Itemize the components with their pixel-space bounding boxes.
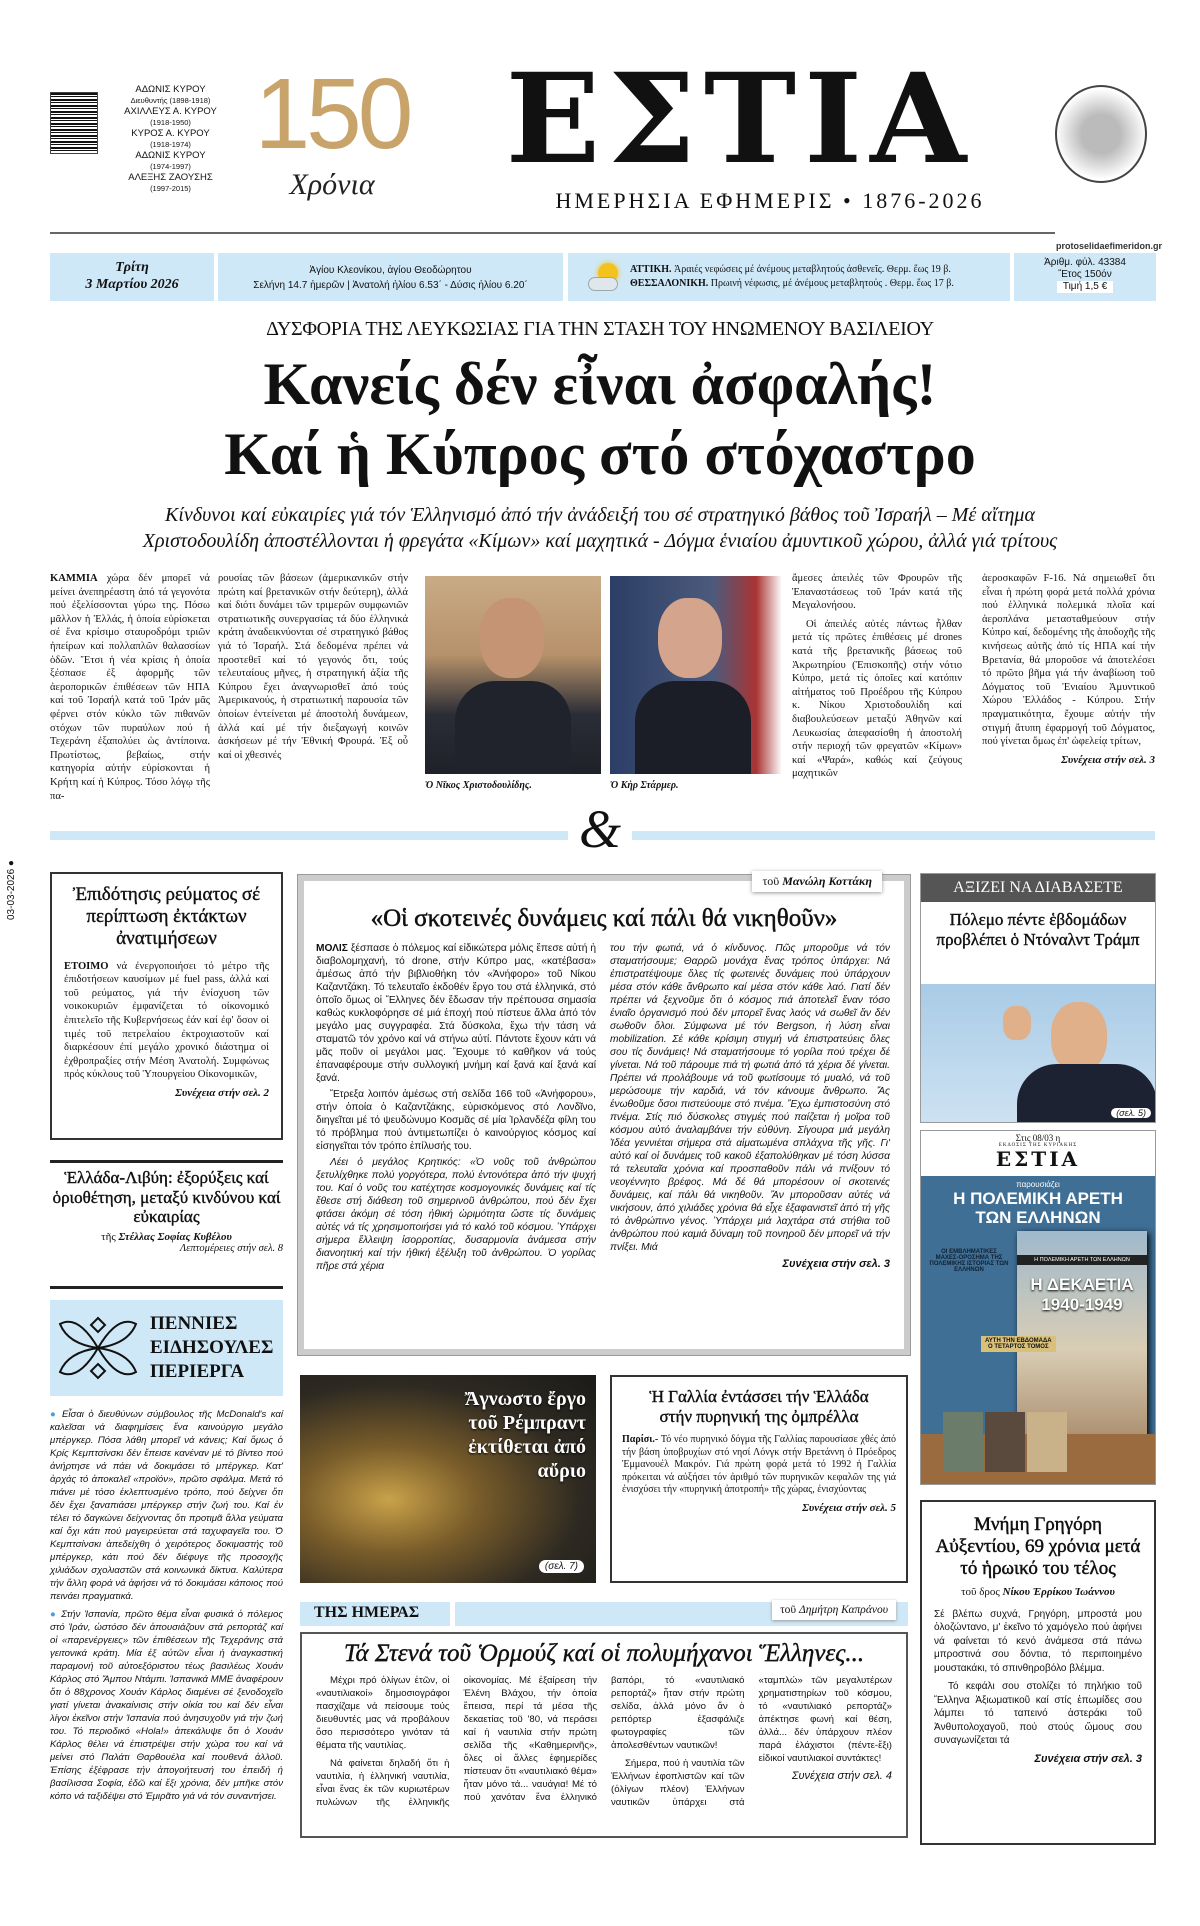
column-article (300, 1632, 908, 1838)
lead-text: ἄμεσες ἀπειλές τῶν Φρουρῶν τῆς Ἐπαναστάσεως τοῦ Ἰράν κατά τῆς Μεγαλονήσου. (792, 573, 962, 612)
founder: ΑΧΙΛΛΕΥΣ Α. ΚΥΡΟΥ (124, 106, 217, 117)
author: Δημήτρη Καπράνου (799, 1604, 888, 1616)
continued-link[interactable]: Συνέχεια στήν σελ. 4 (791, 1770, 892, 1782)
weather-box (568, 253, 1010, 301)
lead-word: ΕΤΟΙΜΟ (64, 960, 109, 972)
author: Στέλλας Σοφίας Κυβέλου (118, 1230, 232, 1243)
author: Νίκου Ἐρρίκου Ἰωάννου (1002, 1585, 1115, 1598)
brief-text: Στήν Ἱσπανία, πρῶτο θέμα εἶναι φυσικά ὁ πόλεμος στό Ἰράν, ὡστόσο δέν ἀπουσιάζουν στά ρεπορτάζ καί οἱ «παρενέργειες» τῶν ἐπιθέσεων τῆς Τεχεράνης στά γειτονικά κράτη. Μία ἐξ αὐτῶν εἶναι ἡ ἀναγκαστική παραμονή τοῦ αὐτοεξόριστου τέως βασιλέως Χουάν Κάρλος στό Ἄμπου Ντάμπι. Ἱσπανικά ΜΜΕ ἀναφέρουν ὅτι ὁ 88χρονος Χουάν Κάρλος διαμένει σέ ξενοδοχεῖο γιατί γίνεται ἀνακαίνισις στήν οἰκία του καί δέν εἶναι λίγοι ἐκεῖνοι στήν Ἱσπανία πού ἀνησυχοῦν γιά τήν ζωή του. Τό περιοδικό «Hola!» ἀπεκάλυψε ὅτι ὁ Χουάν Κάρλος θέλει νά ἐπιστρέψει στήν χώρα του καί νά μείνει στό Παλάτι Θαρθουέλα καί πουθενά ἀλλοῦ. Ἐπίσης ἐξέφρασε τήν ἀπογοήτευσή του ἐπειδή ἡ βασίλισσα Σοφία, ἐδῶ καί ἕξι χρόνια, δέν μπῆκε στόν κόπο νά ταξιδέψει στό Ἐμιρᾶτο γιά νά τόν συναντήσει. (50, 1609, 283, 1802)
article-text: Σέ βλέπω συχνά, Γρηγόρη, μπροστά μου ὁλοζώντανο, μ' ἐκεῖνο τό χαμόγελο πού ἀφήνει νά φαίνεται τό κενό ἀνάμεσα στά πάνω μπροστινά σου δόντια, τό περιποιημένο μουστακάκι, τό σπινθηροβόλο βλέμμα. (934, 1608, 1142, 1674)
date-box (50, 253, 214, 301)
ad-presents: παρουσιάζει (1016, 1180, 1060, 1189)
side-date-text: 03-03-2026 (6, 868, 17, 920)
brief-item: ● Εἶσαι ὁ διευθύνων σύμβουλος τῆς McDonald's καί καλεῖσαι νά διαφημίσεις ἕνα καινούργιο μεγάλο μπέργκερ. Πόσα λάθη μπορεῖ νά κάνεις; Καί ὅμως ὁ Κρίς Κεμπτσίνσκι δέν ἔπεισε κανέναν μέ τό βίντεο πού ἀνήρτησε νά πάει νά δοκιμάσει τό μπέργκερ. Κατ' ἀρχάς τό ἀποκαλεῖ «προϊόν», πρῶτο σφάλμα. Μετά τό πιάνει μέ τόσο ἐκλεπτυσμένο τρόπο, πού δείχνει ὅτι δέν ἔχει ξαναπιάσει μπέργκερ στήν ζωή του. Καί ἐν τέλει τό δαγκώνει δείχνοντας ὅτι προτιμᾶ ἄλλα γεύματα καί ὄχι κάτι πού μαγειρεύεται στά ταχυφαγεῖα του. Ὁ Κεμπτσίνσκι ἀπεδείχθη ὁ χειρότερος δοκιμαστής τοῦ μπέργκερ, κάτι πού δέν διέφυγε τῆς προσοχῆς χιλιάδων σχολιαστῶν στά κοινωνικά δίκτυα. Καλύτερα τήν ἄλλη φορά νά ἀφήσει νά τό δοκιμάσει κάποιος πού πεινάει πραγματικά. (50, 1409, 284, 1602)
article-title: «Οἱ σκοτεινές δυνάμεις καί πάλι θά νικηθοῦν» (370, 905, 838, 932)
brief-text: Εἶσαι ὁ διευθύνων σύμβουλος τῆς McDonald's καί καλεῖσαι νά διαφημίσεις ἕνα καινούργιο μεγάλο μπέργκερ. Πόσα λάθη μπορεῖ νά κάνεις; Καί ὅμως ὁ Κρίς Κεμπτσίνσκι δέν ἔπεισε κανέναν μέ τό βίντεο πού ἀνήρτησε νά πάει νά δοκιμάσει τό μπέργκερ. Κατ' ἀρχάς τό ἀποκαλεῖ «προϊόν», πρῶτο σφάλμα. Μετά τό πιάνει μέ τόσο ἐκλεπτυσμένο τρόπο, πού δείχνει ὅτι δέν ἔχει ξαναπιάσει μπέργκερ στήν ζωή του. Καί ἐν τέλει τό δαγκώνει δείχνοντας ὅτι προτιμᾶ ἄλλα γεύματα καί ὄχι κάτι πού μαγειρεύεται στά ταχυφαγεῖα του. Ὁ Κεμπτσίνσκι ἀπεδείχθη ὁ χειρότερος δοκιμαστής τοῦ μπέργκερ, κάτι πού δέν διέφυγε τῆς προσοχῆς χιλιάδων σχολιαστῶν στά κοινωνικά δίκτυα. Καλύτερα τήν ἄλλη φορά νά ἀφήσει νά τό δοκιμάσει κάποιος πού πεινάει πραγματικά. (50, 1409, 284, 1602)
continued-link[interactable]: Συνέχεια στήν σελ. 2 (175, 1086, 269, 1099)
lead-word: Παρίσι.- (622, 1434, 659, 1446)
ad-brand: ΕΣΤΙΑ (995, 1147, 1081, 1171)
article-title: Ἡ Γαλλία ἐντάσσει τήν Ἑλλάδα στήν πυρηνική της ὀμπρέλλα (649, 1387, 869, 1426)
lead-text: ἀεροσκαφῶν F-16. Νά σημειωθεῖ ὅτι εἶναι ἡ πρώτη φορά μετά πολλά χρόνια πού ἑλληνικά πολεμικά πλοῖα καί ἀεροπλάνα μετασταθμεύουν στήν Κύπρο καί, δεδομένης τῆς ἀποδοχῆς τῆς κινήσεως αὐτῆς ἀπό τίς ΗΠΑ καί τήν Βρετανία, θά μποροῦσε νά ἀποτελέσει τό πρῶτο βῆμα γιά τήν ἀναβίωση τοῦ Δόγματος τοῦ Ἑνιαίου Ἀμυντικοῦ Χώρου Ἑλλάδος - Κύπρου. Στήν πραγματικότητα, ἔχουμε αὐτήν τήν στιγμή ἄτυπη ἐφαρμογή τοῦ Δόγματος, πού γίνεται ὅμως ἐπ' ὠφελείᾳ τρίτων, (982, 573, 1155, 748)
weather-text: Πρωινή νέφωσις, μέ ἀνέμους μεταβλητούς . Θερμ. ἕως 17 β. (710, 278, 954, 289)
photo-starmer (610, 576, 782, 774)
feature-article (298, 875, 910, 1355)
continued-link[interactable]: Συνέχεια στήν σελ. 3 (782, 1257, 890, 1270)
auxentiou-article (920, 1500, 1156, 1845)
weather-region: ΑΤΤΙΚΗ. (630, 264, 672, 275)
article-body (316, 1674, 892, 1809)
worth-reading[interactable] (920, 873, 1156, 1123)
article-title: Ἐπιδότησις ρεύματος σέ περίπτωση ἐκτάκτων ἀνατιμήσεων (72, 884, 261, 949)
article-title: Πόλεμο πέντε ἑβδομάδων προβλέπει ὁ Ντόναλντ Τράμπ (936, 910, 1140, 949)
continued-link[interactable]: Συνέχεια στήν σελ. 5 (802, 1501, 896, 1514)
byline-prefix: τοῦ (780, 1604, 797, 1616)
feature-column-2 (610, 942, 890, 1273)
saints-box (218, 253, 563, 301)
lead-text: Οἱ ἀπειλές αὐτές πάντως ἦλθαν μετά τίς πρῶτες ἐπιθέσεις μέ drones κατά τῆς βρετανικῆς βάσεως τοῦ Ἀκρωτηρίου (Ἐπισκοπῆς) στήν νότιο Κύπρο, μετά τίς ὁποῖες καί κατόπιν αἰτήματος τοῦ Προέδρου τῆς Κύπρου κ. Νίκου Χριστοδουλίδη καί διαβουλεύσεων μεταξύ Ἀθηνῶν καί Λευκωσίας ἀπεφασίσθη ἡ ἀποστολή στήν περιοχή τῶν φρεγατῶν «Κίμων» καί «Ψαρά», καθώς καί ζεύγους μαχητικῶν (792, 618, 962, 780)
subheadline-1: Κίνδυνοι καί εὐκαιρίες γιά τόν Ἑλληνισμό ἀπό τήν ἀνάδειξή του σέ στρατηγικό βάθος τοῦ Ἰσραήλ – Μέ αἴτημα (165, 504, 1035, 526)
page-badge: (σελ. 7) (539, 1560, 584, 1573)
france-article (610, 1375, 908, 1583)
lead-column-2 (218, 572, 408, 767)
banner-line: ΠΕΝΝΙΕΣ (150, 1313, 238, 1334)
ad-volume: Ο ΤΕΤΑΡΤΟΣ ΤΟΜΟΣ (988, 1344, 1049, 1350)
lead-text: ρουσίας τῶν βάσεων (ἀμερικανικῶν στήν πρώτη καί βρετανικῶν στήν δεύτερη), ἀλλά καί διότι δυνάμει τῶν τριμερῶν συμφωνιῶν στρατιωτικῆς συνεργασίας τά δύο ἑλληνικά κράτη ἀναδεικνύονται σέ στρατηγικό βάθος γιά τό Ἰσραήλ. Στά δεδομένα πρέπει νά προστεθεῖ καί τό γεγονός ὅτι, τούς τελευταίους μῆνες, ἡ στρατηγική ἀξία τῆς Κύπρου ἔχει ἀναγνωρισθεῖ ἀπό τούς Ἀμερικανούς, ἡ στρατιωτική παρουσία τῶν ὁποίων ἐντείνεται μέ ἀποστολή δυνάμεων, ἀλλά καί μέ τήν διεξαγωγή κοινῶν ἀσκήσεων μέ τήν Ἐθνική Φρουρά. Ἐξ οὗ καί οἱ χθεσινές (218, 573, 408, 761)
book-series: Η ΠΟΛΕΜΙΚΗ ΑΡΕΤΗ ΤΩΝ ΕΛΛΗΝΩΝ (1017, 1255, 1147, 1265)
weekday: Τρίτη (115, 260, 149, 275)
page-badge: (σελ. 5) (1111, 1108, 1151, 1118)
price: Τιμή 1,5 € (1057, 281, 1113, 293)
lead-column-1 (50, 572, 210, 808)
photo-christodoulides (425, 576, 601, 774)
article-title: Ἑλλάδα-Λιβύη: ἐξορύξεις καί ὁριοθέτηση, μεταξύ κινδύνου καί εὐκαιρίας (52, 1168, 281, 1227)
article-text: Τό νέο πυρηνικό δόγμα τῆς Γαλλίας παρουσίασε χθές ἀπό τήν βάση ὑποβρυχίων στό νησί Λόνγκ στήν Βρετάννη ὁ Πρόεδρος Ἐμμανουέλ Μακρόν. Γιά πρώτη φορά μετά τό 1992 ἡ Γαλλία πρόκειται νά αὐξήσει τόν ἀριθμό τῶν πυρηνικῶν κεφαλῶν της γιά ἐνισχύσει τήν «πυρηνική ἀποτροπή» τῆς χώρας, ἐνισχύοντας (622, 1434, 896, 1496)
rembrandt-feature[interactable] (300, 1375, 596, 1583)
article-text: Μέχρι πρό ὀλίγων ἐτῶν, οἱ «ναυτιλιακοί» δημοσιογράφοι πασχίζαμε νά πείσουμε τούς διευθυντές μας νά προβάλουν ὅσο περισσότερο γινόταν τά θέματα τῆς ναυτιλίας. (316, 1675, 450, 1751)
founder: ΑΛΕΞΗΣ ΖΑΟΥΣΗΣ (128, 172, 213, 183)
ad-week: ΑΥΤΗ ΤΗΝ ΕΒΔΟΜΑΔΑ (985, 1338, 1052, 1344)
column-label-bar (300, 1602, 908, 1626)
article-text: Λέει ὁ μεγάλος Κρητικός: «Ὁ νοῦς τοῦ ἀνθρώπου ξετυλίχθηκε πολύ γοργότερα, πολύ ἐντονότερα ἀπό τήν ψυχή του. Καί ὁ νοῦς του κατέχτησε κοσμογονικές δυνάμεις καί τίς ἔθεσε στή διάθεση τοῦ σημερινοῦ ἀνθρώπου, πού δέν ἔχει φτάσει ἀκόμη σέ τόση ἠθική ὡριμότητα ὥστε τίς δυνάμεις αὐτές νά τίς χρησιμοποιήσει γιά τό καλό τοῦ κόσμου. Ὑπάρχει σήμερα ἔλλειψη ἰσορροπίας, δυσαρμονία ἀνάμεσα στήν διανοητική καί τήν ἠθική ἐξέλιξη τοῦ ἀνθρώπου. Ὁ γορίλας πῆρε στά χέρια (316, 1156, 596, 1272)
ampersand-ornament: & (568, 800, 632, 860)
flower-ornament-icon (58, 1314, 138, 1382)
ad-date-line: Στις 08/03 η (1015, 1133, 1061, 1143)
article-title: Μνήμη Γρηγόρη Αὐξεντίου, 69 χρόνια μετά τό ἡρωικό του τέλος (935, 1514, 1141, 1579)
issue-box (1014, 253, 1156, 301)
lead-text: χώρα δέν μπορεῖ νά μείνει ἀνεπηρέαστη ἀπό τά γεγονότα πού ἐξελίσσονται γύρω της. Πόσω μᾶλλον ἡ Ἑλλάς, ἡ ὁποία εὑρίσκεται σέ ἕνα κρίσιμο σταυροδρόμι τριῶν ἠπείρων καί πολλαπλῶν θαλασσίων ὁδῶν. Ἔτσι ἡ νέα κρίσις ἡ ὁποία ξέσπασε ἐξ ἀφορμῆς τῶν ἀεροπορικῶν ἐπιθέσεων τῶν ΗΠΑ καί τοῦ Ἰσραήλ κατά τοῦ Ἰράν μᾶς φέρνει στόν κύκλο τῶν πιθανῶν στόχων τῶν πυραύλων πού ἡ Τεχεράνη ἐξαπολύει ὡς ἀντίποινα. Πρωτίστως, βεβαίως, στήν κατηγορία αὐτήν εὑρίσκονται ἡ Κρήτη καί ἡ Κύπρος. Τόσο λόγῳ τῆς πα- (50, 573, 210, 802)
libya-article (50, 1168, 283, 1254)
ad-title: ΤΩΝ ΕΛΛΗΝΩΝ (975, 1208, 1101, 1227)
weather-text: Ἀραιές νεφώσεις μέ ἀνέμους μεταβλητούς ἀσθενεῖς. Θερμ. ἕως 19 β. (674, 264, 951, 275)
date: 3 Μαρτίου 2026 (85, 277, 179, 292)
article-title: Τά Στενά τοῦ Ὁρμούζ καί οἱ πολυμήχανοι Ἕλληνες... (343, 1640, 865, 1667)
book-title: Η ΔΕΚΑΕΤΙΑ (1030, 1275, 1134, 1294)
byline-prefix: τῆς (101, 1230, 116, 1243)
byline-tab (752, 871, 882, 892)
article-text: Ἔτρεξα λοιπόν ἀμέσως στή σελίδα 166 τοῦ «Ἀνήφορου», στήν ὁποία ὁ Καζαντζάκης, εὑρισκόμενος στό Λονδῖνο, διηγεῖται μέ τό ψευδώνυμο Κοσμᾶς σέ μία Ἰρλανδέζα φίλη του τό πρόβλημα πού ἀντιμετωπίζει ὁ καινούργιος κόσμος καί εἰσηγεῖται τόν τρόπο ἐπίλυσής του. (316, 1088, 596, 1152)
rule (50, 1286, 283, 1289)
byline-prefix: τοῦ (762, 874, 780, 888)
founder-years: Διευθυντής (1898-1918) (130, 96, 211, 105)
newspaper-title: ΕΣΤΙΑ (505, 47, 975, 192)
article-text: του τήν φωτιά, νά ὁ κίνδυνος. Πῶς μποροῦμε νά τόν σταματήσουμε; Θαρρῶ μονάχα ἕνας τρόπος ὑπάρχει: Νά ἐπιστρατέψουμε ὅλες τίς φωτεινές δυνάμεις πού ὑπάρχουν μέσα στόν κάθε ἄνθρωπο καί μέσα στόν κάθε λαό. Γιατί δέν πρέπει νά ξεχνοῦμε ὅτι ὁ κόσμος πιά ἀποτελεῖ ἕναν τόσο ἑνιαῖο ὀργανισμό πού δέν μπορεῖ ἕνας λαός νά σωθεῖ ἄν δέν σωθοῦν ὅλοι. Σύμφωνα μέ τόν Bergson, ἡ λύση εἶναι mobilization. Σέ κάθε κρίσιμη στιγμή νά ἐπιστρατεύεις ὅλες σου τίς δυνάμεις! Νά σταματήσουμε τό γορίλα πού τρέχει δέ γίνεται. Νά τοῦ πάρουμε πιά τή φωτιά ἀπό τά χέρια δέ γίνεται. Πρέπει νά προλάβουμε νά τοῦ φωτίσουμε τό μυαλό, νά τοῦ μερώσουμε τήν καρδιά, νά τόν κάνουμε ἄνθρωπο. Ἄς ἑνωθοῦμε ὅσοι πιστεύουμε στό πνέμα. Ἔχω ἐμπιστοσύνη στό πνέμα. Στίς πιό δύσκολες στιγμές πού παίζεται ἡ μοῖρα τοῦ κόσμου αὐτό ἀναλαμβάνει τήν εὐθύνη. Σίγουρα μιά μεγάλη Ἰδέα γεννιέται σήμερα στά αἱματωμένα σπλάχνα τῆς γῆς. Γι' αὐτό καί οἱ δυνάμεις τοῦ κακοῦ ἐξαπολύθηκαν μέ τόση λύσσα τά τελευταῖα χρόνια καί προσπαθοῦν πάλι νά πνίξουν τό νεογέννητο βρέφος. Μά δέ θά μπορέσουν οἱ σκοτεινές δυνάμεις, καί πάλι θά νικηθοῦν. Ἄν μποροῦσαν αὐτές νά νικήσουν, ἀπό χιλιάδες χρόνια θά εἶχε ἐξαφανιστεῖ ἀπό τή γῆς τό ἀνθρώπινο γένος. Ὑπάρχει μιά λαχτάρα στά στήθια τοῦ ἀνθρώπου πού καμιά δύναμη τοῦ πονηροῦ δέν μπορεῖ νά τήν πνίξει. Μιά (610, 942, 890, 1253)
founder-years: (1918-1974) (150, 140, 191, 149)
main-headline-line-2: Καί ἡ Κύπρος στό στόχαστρο (224, 421, 976, 487)
watermark: protoselidaefimeridon.gr (1056, 241, 1163, 251)
founder-years: (1974-1997) (150, 162, 191, 171)
subheadline-2: Χριστοδουλίδη ἀποστέλλονται ἡ φρεγάτα «Κίμων» καί μαχητικά - Δόγμα ἑνιαίου ἀμυντικοῦ χώρου, ἀλλά γιά τρίτους (142, 530, 1058, 552)
ad-edition: ΕΚΔΟΣΙΣ ΤΗΣ ΚΥΡΙΑΚΗΣ (998, 1143, 1078, 1148)
founder-years: (1918-1950) (150, 118, 191, 127)
masthead-rule (50, 232, 1055, 234)
lead-word: ΚΑΜΜΙΑ (50, 573, 98, 584)
ad-week-badge (981, 1336, 1056, 1352)
kicker: ΔΥΣΦΟΡΙΑ ΤΗΣ ΛΕΥΚΩΣΙΑΣ ΓΙΑ ΤΗΝ ΣΤΑΣΗ ΤΟΥ ΗΝΩΜΕΝΟΥ ΒΑΣΙΛΕΙΟΥ (266, 318, 934, 340)
weather-region: ΘΕΣΣΑΛΟΝΙΚΗ. (630, 278, 709, 289)
founder-years: (1997-2015) (150, 184, 191, 193)
column-label: ΤΗΣ ΗΜΕΡΑΣ (300, 1602, 455, 1626)
photo-caption: Ὁ Νῖκος Χριστοδουλίδης. (425, 780, 532, 791)
article-text: Σήμερα, πού ἡ ναυτιλία τῶν Ἑλλήνων ἐφοπλιστῶν καί τῶν (ὀλίγων πλέον) Ἑλλήνων ναυτικῶν ὑπάρχει στά «ταμπλώ» τῶν μεγαλυτέρων χρηματιστηρίων τοῦ κόσμου, τό «ναυτιλιακό ρεπορτάζ» ἀπέκτησε φωνή καί θέση, ἀλλά... δέν ὑπάρχουν πλέον παρά ἐλάχιστοι (πέντε-ἕξι) εἰδικοί ναυτιλιακοί συντάκτες! (611, 1675, 892, 1808)
issue-year: Ἔτος 150όν (1058, 269, 1112, 280)
byline-prefix: τοῦ δρος (961, 1585, 1000, 1598)
issue-number: Ἀριθμ. φύλ. 43384 (1044, 257, 1126, 268)
anniversary-number: 150 (254, 58, 410, 170)
trump-photo (921, 984, 1156, 1123)
rembrandt-title: Ἄγνωστο ἔργο τοῦ Ρέμπραντ ἐκτίθεται ἀπό αὔριο (464, 1388, 586, 1482)
article-text: νά ἐνεργοποιήσει τό μέτρο τῆς ἐπιδοτήσεων καυσίμων μέ fuel pass, ἀλλά καί τοῦ ρεύματος, γιά τήν ἐνίσχυση τῶν νοικοκυριῶν ἐμφανίζεται τό οἰκονομικό ἐπιτελεῖο τῆς Κυβερνήσεως ἐάν καί ἐφ' ὅσον οἱ τιμές τοῦ πετρελαίου ἐκτροχιαστοῦν καί διαρκέσουν ἐπί μεγάλο χρονικό διάστημα οἱ ἐχθροπραξίες στήν Μέση Ἀνατολή. Συμφώνως πρός κύκλους τοῦ Ὑπουργείου Οἰκονομικῶν, (64, 960, 269, 1081)
newspaper-subtitle: ΗΜΕΡΗΣΙΑ ΕΦΗΜΕΡΙΣ • 1876-2026 (555, 188, 985, 213)
founder: ΑΔΩΝΙΣ ΚΥΡΟΥ (135, 84, 206, 95)
lead-column-3 (792, 572, 962, 786)
barcode (50, 92, 98, 154)
book-title: 1940-1949 (1041, 1295, 1123, 1314)
lead-column-4 (982, 572, 1155, 767)
continued-link[interactable]: Συνέχεια στήν σελ. 3 (1034, 1752, 1142, 1765)
ad-tagline: ΟΙ ΕΜΒΛΗΜΑΤΙΚΕΣ ΜΑΧΕΣ-ΟΡΟΣΗΜΑ ΤΗΣ ΠΟΛΕΜΙΚΗΣ ΙΣΤΟΡΙΑΣ ΤΩΝ ΕΛΛΗΝΩΝ (929, 1249, 1009, 1273)
article-text: Νά φαίνεται δηλαδή ὅτι ἡ ναυτιλία, ἡ ἑλληνική ναυτιλία, εἶναι ἕνας ἐκ τῶν κυριωτέρων πυλώνων τῆς ἑλληνικῆς οἰκονομίας. Μέ ἐξαίρεση τήν Ἑλένη Βλάχου, τήν ὁποία ἔπεισα, περί τά μέσα τῆς δεκαετίας τοῦ '80, νά περάσει καί ἡ ναυτιλία στήν πρώτη σελίδα τῆς «Καθημερινῆς», ὅλες οἱ ἄλλες ἐφημερίδες πίστευαν ὅτι «ναυτιλιακό θέμα» ἦταν μόνο τά... ναυάγια! Μέ τό πού χανόταν ἕνα ἑλληνικό βαπόρι, τό «ναυτιλιακό ρεπορτάζ» ἦταν στήν πρώτη σελίδα, ἀλλά μόνο ἄν ὁ ρεπόρτερ ἐξασφάλιζε φωτογραφίες τῶν ἀπολεσθέντων ναυτικῶν! (316, 1675, 745, 1808)
main-headline-line-1: Κανείς δέν εἶναι ἀσφαλής! (263, 351, 937, 417)
feature-column-1 (316, 942, 596, 1273)
worth-reading-label: ΑΞΙΖΕΙ ΝΑ ΔΙΑΒΑΣΕΤΕ (921, 874, 1155, 902)
photo-caption: Ὁ Κὴρ Στάρμερ. (610, 780, 679, 791)
byline-tab (772, 1600, 896, 1620)
anniversary-word: Χρόνια (289, 168, 375, 201)
banner-line: ΕΙΔΗΣΟΥΛΕΣ (150, 1337, 274, 1358)
sun-moon: Σελήνη 14.7 ἡμερῶν | Ἀνατολή ἡλίου 6.53΄ - Δύσις ἡλίου 6.20΄ (253, 280, 528, 291)
athena-seal-logo (1055, 85, 1147, 183)
author: Μανώλη Κοττάκη (782, 874, 872, 888)
details-link[interactable]: Λεπτομέρειες στήν σελ. 8 (179, 1242, 283, 1254)
founders-list (108, 84, 233, 194)
saints-day: Ἁγίου Κλεονίκου, ἁγίου Θεοδώρητου (309, 265, 472, 276)
rule (50, 1160, 283, 1163)
subsidy-article (50, 872, 283, 1140)
lead-word: ΜΟΛΙΣ (316, 942, 348, 954)
briefs (50, 1408, 283, 1808)
continued-link[interactable]: Συνέχεια στήν σελ. 3 (1061, 753, 1155, 766)
pennies-banner (50, 1300, 283, 1396)
book-stack (943, 1412, 983, 1472)
ad-title: Η ΠΟΛΕΜΙΚΗ ΑΡΕΤΗ (953, 1189, 1123, 1208)
side-date: 03-03-2026 ● (6, 860, 17, 920)
book-series-ad[interactable] (920, 1130, 1156, 1485)
banner-line: ΠΕΡΙΕΡΓΑ (150, 1361, 245, 1382)
brief-item: ● Στήν Ἱσπανία, πρῶτο θέμα εἶναι φυσικά ὁ πόλεμος στό Ἰράν, ὡστόσο δέν ἀπουσιάζουν στά ρεπορτάζ καί οἱ «παρενέργειες» τῶν ἐπιθέσεων τῆς Τεχεράνης στά γειτονικά κράτη. Μία ἐξ αὐτῶν εἶναι ἡ ἀναγκαστική παραμονή τοῦ αὐτοεξόριστου τέως βασιλέως Χουάν Κάρλος στό Ἄμπου Ντάμπι. Ἱσπανικά ΜΜΕ ἀναφέρουν ὅτι ὁ 88χρονος Χουάν Κάρλος διαμένει σέ ξενοδοχεῖο γιατί γίνεται ἀνακαίνισις στήν οἰκία του καί δέν εἶναι λίγοι ἐκεῖνοι στήν Ἱσπανία πού ἀνησυχοῦν γιά τήν ζωή του. Τό περιοδικό «Hola!» ἀπεκάλυψε ὅτι ὁ Χουάν Κάρλος θέλει νά ἐπιστρέψει στήν χώρα του καί νά μείνει στό Παλάτι Θαρθουέλα καί πουθενά ἀλλοῦ. Ἐπίσης ἐξέφρασε τήν ἀπογοήτευσή του ἐπειδή ἡ βασίλισσα Σοφία, ἐδῶ καί ἕξι χρόνια, δέν μπῆκε στόν κόπο νά ταξιδέψει στό Ἐμιρᾶτο γιά νά τόν συναντήσει. (50, 1609, 283, 1802)
article-text: ξέσπασε ὁ πόλεμος καί εἰδικώτερα μόλις ἔπεσε αὐτή ἡ διαβολομηχανή, τό drone, στήν Κύπρο μας, «κατέβασα» ἀμέσως ἀπό τήν βιβλιοθήκη τόν «Ἀνήφορο» τοῦ Νίκου Καζαντζάκη. Τό τελευταῖο ἐκδοθέν ἔργο του στά ἑλληνικά, στό ὁποῖο ὅμως οἱ Ἕλληνες δέν ἔδωσαν τήν πρέπουσα σημασία καθώς κυκλοφόρησε σέ μιά ἐποχή πού πίστευε ἄλλα ἀπό τόν μεγάλο μας συγγραφέα. Στά δύσκολα, ἔχω τήν τάση νά σταματῶ τόν χρόνο καί νά στήνω αὐτί. Πάντοτε ἔχουν κάτι νά μᾶς ποῦν οἱ μεγάλοι μας. Ἔχουμε τό καθῆκον νά τούς ἐπαναφέρουμε στήν συλλογική μνήμη καί ξανά καί ξανά καί ξανά. (316, 942, 596, 1084)
article-text: Τό κεφάλι σου στολίζει τό πηλήκιο τοῦ Ἕλληνα Ἀξιωματικοῦ καί στίς ἐπωμίδες σου λάμπει τό ταπεινό ἀστεράκι τοῦ Ἀνθυπολοχαγοῦ, πού στούς ὤμους σου συναγωνίζεται τά (934, 1681, 1142, 1747)
sun-cloud-icon (588, 261, 622, 293)
founder: ΑΔΩΝΙΣ ΚΥΡΟΥ (135, 150, 206, 161)
founder: ΚΥΡΟΣ Α. ΚΥΡΟΥ (131, 128, 210, 139)
